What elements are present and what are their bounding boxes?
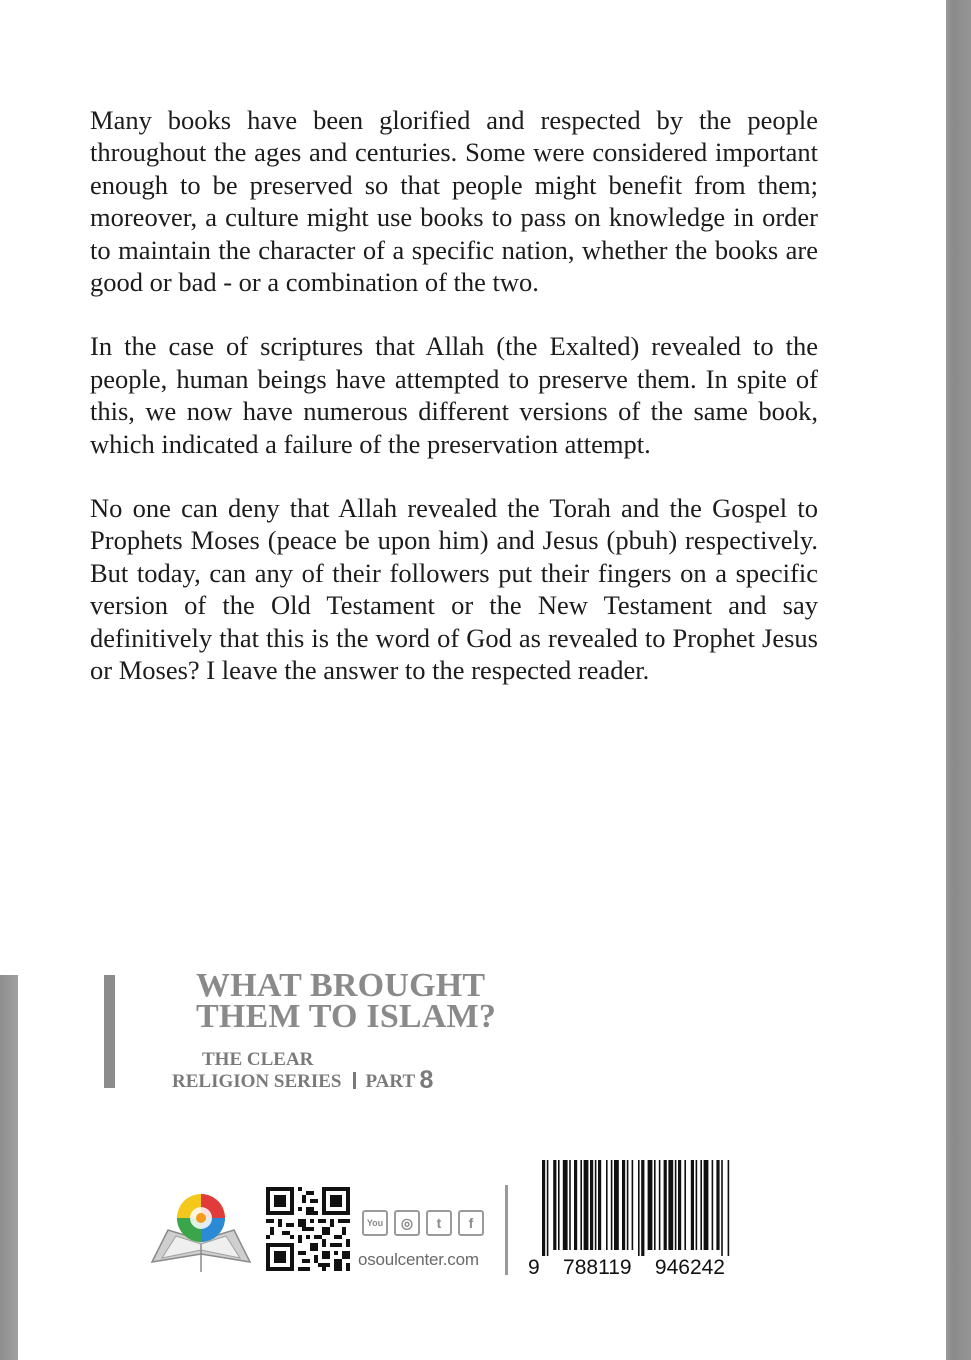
spine-edge-left	[0, 975, 18, 1360]
barcode-bar	[675, 1160, 677, 1250]
isbn-number	[528, 1256, 788, 1280]
barcode-bar	[691, 1160, 694, 1250]
back-cover-blurb	[90, 104, 818, 719]
title-accent-bar	[104, 975, 115, 1088]
series-subtitle-line-1: THE CLEAR	[202, 1049, 314, 1070]
barcode-bar	[553, 1160, 556, 1250]
barcode-bar	[574, 1160, 577, 1250]
barcode-bar	[721, 1160, 723, 1256]
barcode-bar	[622, 1160, 625, 1250]
isbn-group-2: 946242	[654, 1256, 725, 1279]
series-subtitle-line-2	[172, 1066, 434, 1094]
blurb-paragraph-3: No one can deny that Allah revealed the Torah and the Gospel to Prophets Moses (peace be upon him) and Jesus (pbuh) respectively. But today, can any of their followers put their fingers on a specific version of the Old Testament or the New Testament and say definitively that this is the word of God as revealed to Prophet Jesus or Moses? I leave the answer to the respected reader.	[90, 493, 818, 686]
barcode-bar	[700, 1160, 702, 1250]
barcode-bar	[728, 1160, 730, 1256]
footer-divider	[505, 1185, 508, 1275]
barcode-bar	[659, 1160, 661, 1250]
barcode-bar	[654, 1160, 656, 1250]
barcode-bar	[595, 1160, 597, 1250]
spine-edge-right	[946, 0, 971, 1360]
barcode-bar	[712, 1160, 714, 1250]
barcode-bar	[668, 1160, 673, 1250]
facebook-icon: f	[458, 1210, 484, 1236]
barcode-bar	[598, 1160, 601, 1250]
blurb-paragraph-1: Many books have been glorified and respected by the people throughout the ages and centuries. Some were considered important enough to be preserved so that people might benefit from them; moreover, a culture might use books to pass on knowledge in order to maintain the character of a specific nation, whether the books are good or bad - or a combination of the two.	[90, 105, 818, 298]
barcode-bar	[563, 1160, 568, 1250]
barcode-bar	[716, 1160, 719, 1250]
isbn-prefix: 9	[528, 1256, 540, 1279]
qr-code-icon	[266, 1187, 350, 1271]
isbn-barcode	[528, 1160, 784, 1256]
youtube-icon: You	[362, 1210, 388, 1236]
barcode-bar	[584, 1160, 589, 1250]
barcode-bar	[558, 1160, 560, 1250]
social-icons	[362, 1210, 484, 1238]
barcode-bar	[614, 1160, 619, 1250]
barcode-bar	[648, 1160, 653, 1250]
blurb-paragraph-2: In the case of scriptures that Allah (the Exalted) revealed to the people, human beings have attempted to preserve them. In spite of this, we now have numerous different versions of the same book, which indicated a failure of the preservation attempt.	[90, 331, 818, 459]
barcode-bar	[704, 1160, 709, 1250]
barcode-bar	[696, 1160, 698, 1250]
series-name: RELIGION SERIES	[172, 1071, 342, 1092]
part-label: PART	[365, 1071, 415, 1092]
series-separator	[353, 1072, 356, 1089]
barcode-bar	[611, 1160, 613, 1250]
barcode-bar	[638, 1160, 640, 1256]
isbn-group-1: 788119	[563, 1256, 632, 1279]
barcode-bar	[627, 1160, 629, 1250]
series-subtitle	[172, 1050, 433, 1092]
barcode-bar	[632, 1160, 634, 1250]
barcode-bar	[606, 1160, 608, 1250]
barcode-bar	[547, 1160, 549, 1256]
barcode-bar	[590, 1160, 593, 1250]
barcode-bar	[664, 1160, 667, 1250]
barcode-bar	[678, 1160, 681, 1250]
barcode-bar	[580, 1160, 582, 1250]
book-title-line-2: THEM TO ISLAM?	[196, 998, 497, 1035]
barcode-bar	[542, 1160, 545, 1256]
barcode-bar	[641, 1160, 644, 1256]
instagram-icon: ◎	[394, 1210, 420, 1236]
book-title	[196, 967, 497, 1035]
book-title-line-1: WHAT BROUGHT	[196, 967, 486, 1004]
part-number: 8	[419, 1066, 434, 1094]
publisher-website: osoulcenter.com	[358, 1250, 479, 1269]
barcode-bar	[569, 1160, 571, 1250]
twitter-icon: t	[426, 1210, 452, 1236]
barcode-bar	[684, 1160, 686, 1250]
publisher-logo-icon	[148, 1182, 254, 1274]
